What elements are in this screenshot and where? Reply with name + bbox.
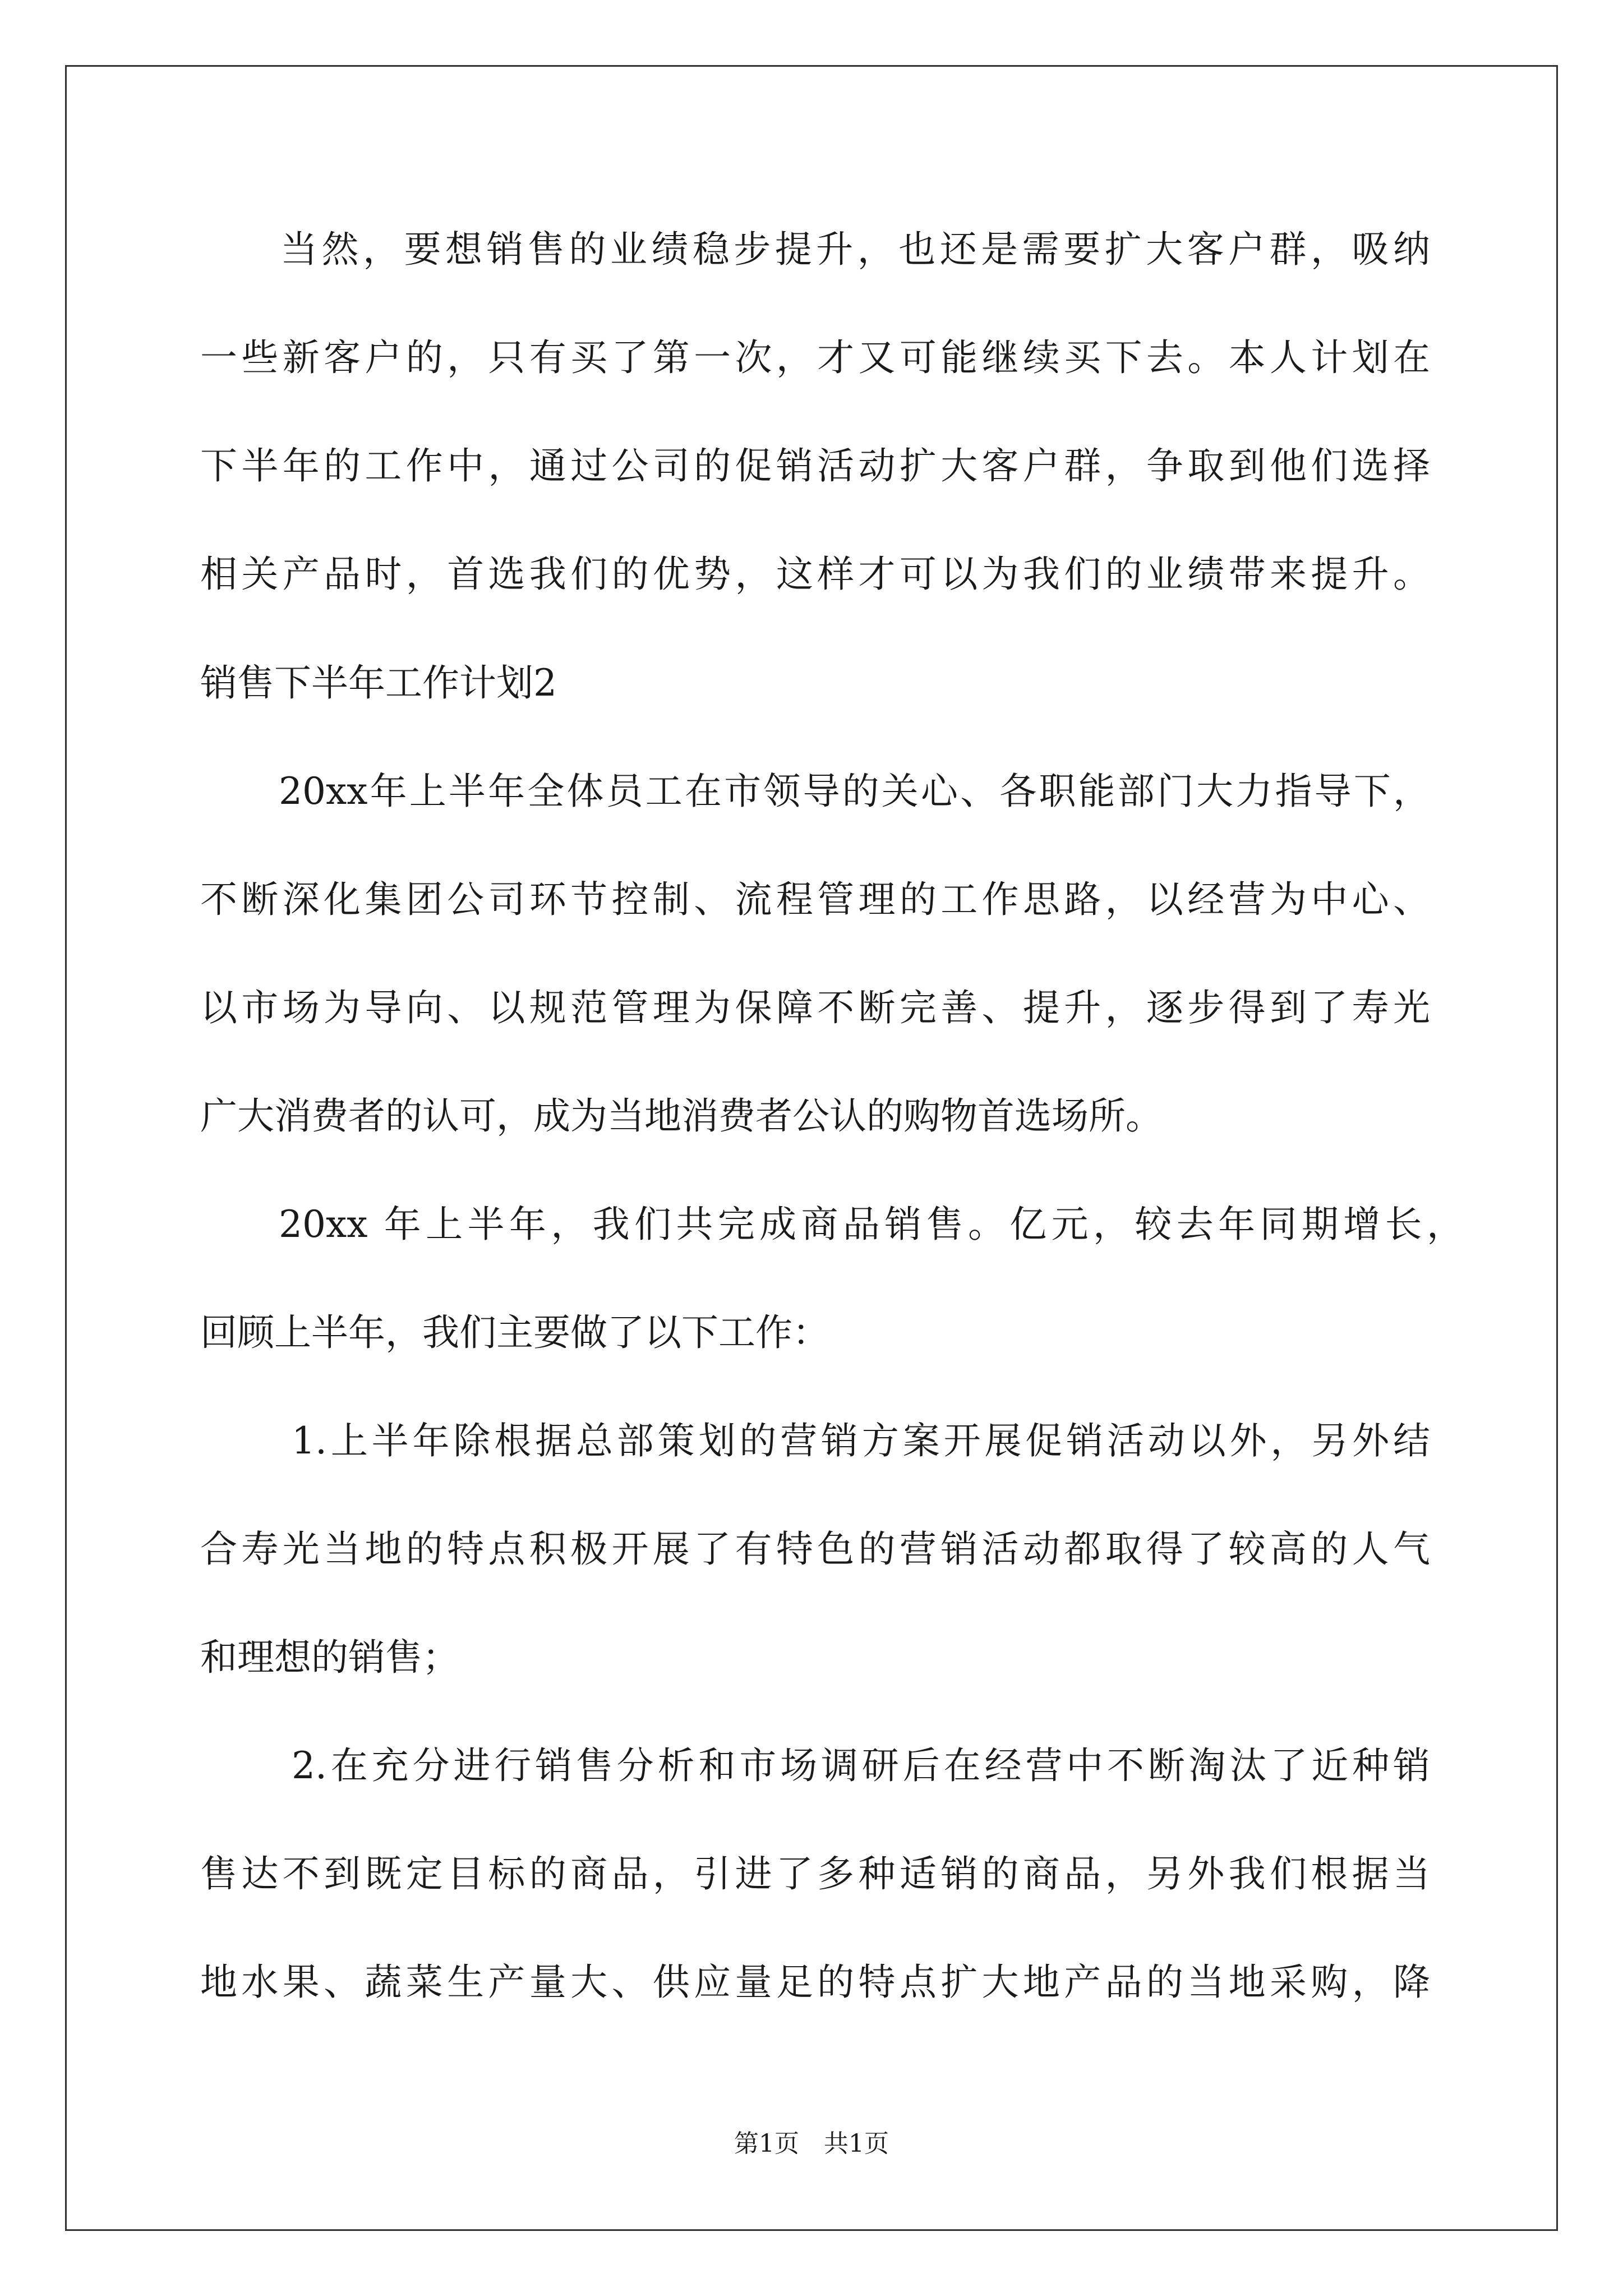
paragraph-line: 以市场为导向、以规范管理为保障不断完善、提升，逐步得到了寿光 [200,986,1430,1029]
paragraph-line: 相关产品时，首选我们的优势，这样才可以为我们的业绩带来提升。 [200,553,1430,596]
paragraph-line: 一些新客户的，只有买了第一次，才又可能继续买下去。本人计划在 [200,336,1430,379]
list-item-line: 地水果、蔬菜生产量大、供应量足的特点扩大地产品的当地采购，降 [200,1961,1430,2004]
page-number-footer: 第1页 共1页 [734,2129,889,2158]
list-item-line: 和理想的销售； [200,1636,459,1679]
paragraph-line: 20xx年上半年全体员工在市领导的关心、各职能部门大力指导下， [279,770,1430,813]
paragraph-line: 不断深化集团公司环节控制、流程管理的工作思路，以经营为中心、 [200,878,1430,921]
list-item-line: 1.上半年除根据总部策划的营销方案开展促销活动以外，另外结 [292,1419,1430,1462]
section-heading: 销售下半年工作计划2 [200,661,557,705]
paragraph-line: 当然，要想销售的业绩稳步提升，也还是需要扩大客户群，吸纳 [280,228,1430,271]
list-item-line: 售达不到既定目标的商品，引进了多种适销的商品，另外我们根据当 [200,1852,1430,1895]
list-item-line: 2.在充分进行销售分析和市场调研后在经营中不断淘汰了近种销 [292,1744,1430,1787]
paragraph-line: 回顾上半年，我们主要做了以下工作： [200,1311,829,1354]
paragraph-line: 下半年的工作中，通过公司的促销活动扩大客户群，争取到他们选择 [200,444,1430,487]
paragraph-line: 20xx 年上半年，我们共完成商品销售。亿元，较去年同期增长， [279,1203,1464,1246]
page-border [65,65,1558,2231]
paragraph-line: 广大消费者的认可，成为当地消费者公认的购物首选场所。 [200,1094,1163,1138]
list-item-line: 合寿光当地的特点积极开展了有特色的营销活动都取得了较高的人气 [200,1527,1430,1571]
